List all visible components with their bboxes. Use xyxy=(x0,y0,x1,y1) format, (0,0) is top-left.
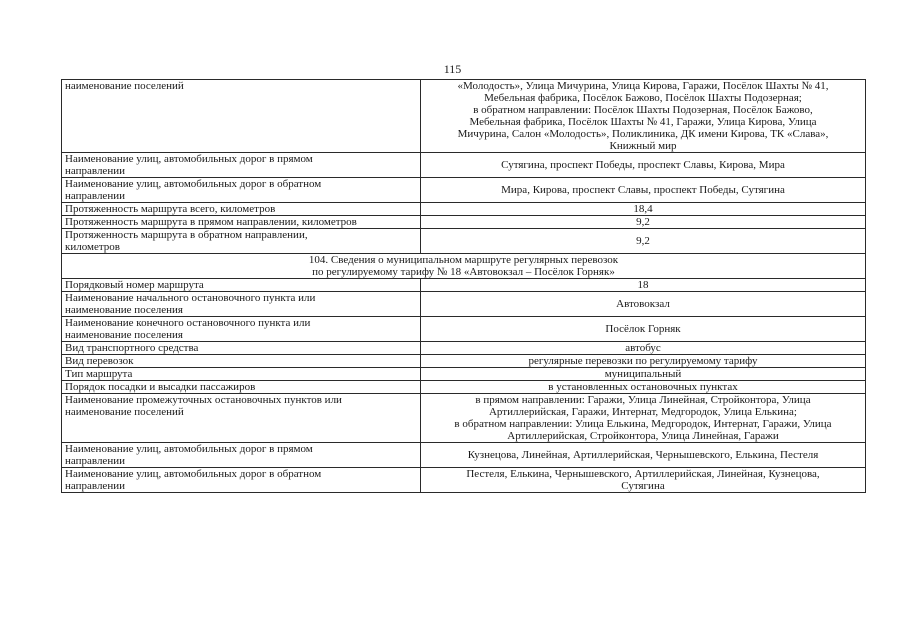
row-label-cell xyxy=(62,394,421,443)
row-label-cell xyxy=(62,292,421,317)
page-number: 115 xyxy=(443,62,462,76)
row-value-cell xyxy=(421,279,866,292)
cell-text-line: Мира, Кирова, проспект Славы, проспект Победы, Сутягина xyxy=(501,184,785,196)
row-label-cell xyxy=(62,468,421,493)
row-label-cell xyxy=(62,279,421,292)
row-value-cell xyxy=(421,443,866,468)
row-value-cell xyxy=(421,203,866,216)
cell-text-line: Вид транспортного средства xyxy=(65,342,199,354)
row-value-cell xyxy=(421,292,866,317)
cell-text-line: в прямом направлении: Гаражи, Улица Линейная, Стройконтора, Улица xyxy=(475,394,811,406)
row-value-cell xyxy=(421,229,866,254)
cell-text-line: Наименование улиц, автомобильных дорог в обратном xyxy=(65,468,322,480)
row-label-cell xyxy=(62,317,421,342)
cell-text-line: направлении xyxy=(65,455,125,467)
cell-text-line: Сутягина xyxy=(621,480,665,492)
cell-text-line: Посёлок Горняк xyxy=(605,323,681,335)
cell-text-line: Пестеля, Елькина, Чернышевского, Артиллерийская, Линейная, Кузнецова, xyxy=(466,468,820,480)
cell-text-line: Автовокзал xyxy=(616,298,670,310)
cell-text-line: в установленных остановочных пунктах xyxy=(548,381,738,393)
cell-text-line: регулярные перевозки по регулируемому тарифу xyxy=(528,355,758,367)
row-value-cell xyxy=(421,317,866,342)
cell-text-line: 9,2 xyxy=(636,216,650,228)
cell-text-line: наименование поселений xyxy=(65,80,184,92)
cell-text-line: направлении xyxy=(65,480,125,492)
row-label-cell xyxy=(62,443,421,468)
table-row xyxy=(62,381,866,394)
table-row xyxy=(62,80,866,153)
row-value-cell xyxy=(421,80,866,153)
cell-text-line: Кузнецова, Линейная, Артиллерийская, Чернышевского, Елькина, Пестеля xyxy=(467,449,819,461)
cell-text-line: 104. Сведения о муниципальном маршруте регулярных перевозок xyxy=(308,254,619,266)
cell-text-line: Наименование улиц, автомобильных дорог в обратном xyxy=(65,178,322,190)
table-row xyxy=(62,443,866,468)
row-label-cell xyxy=(62,355,421,368)
cell-text-line: наименование поселений xyxy=(65,406,184,418)
cell-text-line: Наименование начального остановочного пункта или xyxy=(65,292,316,304)
cell-text-line: Сутягина, проспект Победы, проспект Славы, Кирова, Мира xyxy=(501,159,785,171)
cell-text-line: направлении xyxy=(65,190,125,202)
cell-text-line: наименование поселения xyxy=(65,304,183,316)
row-label-cell xyxy=(62,381,421,394)
cell-text-line: Наименование улиц, автомобильных дорог в прямом xyxy=(65,153,313,165)
cell-text-line: 18,4 xyxy=(633,203,653,215)
row-label-cell xyxy=(62,153,421,178)
cell-text-line: по регулируемому тарифу № 18 «Автовокзал – Посёлок Горняк» xyxy=(312,266,615,278)
row-label-cell xyxy=(62,203,421,216)
row-label-cell xyxy=(62,80,421,153)
row-value-cell xyxy=(421,342,866,355)
cell-text-line: Протяженность маршрута в прямом направлении, километров xyxy=(65,216,357,228)
table-row xyxy=(62,368,866,381)
cell-text-line: километров xyxy=(65,241,120,253)
section-header-row xyxy=(62,254,866,279)
table-row xyxy=(62,216,866,229)
row-value-cell xyxy=(421,394,866,443)
row-value-cell xyxy=(421,468,866,493)
cell-text-line: Артиллерийская, Гаражи, Интернат, Медгородок, Улица Елькина; xyxy=(488,406,797,418)
table-row xyxy=(62,317,866,342)
row-value-cell xyxy=(421,216,866,229)
section-title xyxy=(62,254,866,279)
row-label-cell xyxy=(62,229,421,254)
row-label-cell xyxy=(62,342,421,355)
row-label-cell xyxy=(62,368,421,381)
cell-text-line: Тип маршрута xyxy=(65,368,133,380)
table-row xyxy=(62,178,866,203)
cell-text-line: Наименование улиц, автомобильных дорог в прямом xyxy=(65,443,313,455)
cell-text-line: Мичурина, Салон «Молодость», Поликлиника, ДК имени Кирова, ТК «Слава», xyxy=(457,128,829,140)
table-row xyxy=(62,468,866,493)
row-label-cell xyxy=(62,178,421,203)
cell-text-line: наименование поселения xyxy=(65,329,183,341)
table-row xyxy=(62,292,866,317)
table-row xyxy=(62,394,866,443)
cell-text-line: в обратном направлении: Посёлок Шахты Подозерная, Посёлок Бажово, xyxy=(473,104,813,116)
cell-text-line: Мебельная фабрика, Посёлок Шахты № 41, Гаражи, Улица Кирова, Улица xyxy=(469,116,817,128)
cell-text-line: Книжный мир xyxy=(609,140,677,152)
cell-text-line: Мебельная фабрика, Посёлок Бажово, Посёлок Шахты Подозерная; xyxy=(484,92,802,104)
cell-text-line: в обратном направлении: Улица Елькина, Медгородок, Интернат, Гаражи, Улица xyxy=(454,418,832,430)
cell-text-line: Наименование промежуточных остановочных пунктов или xyxy=(65,394,342,406)
table-row xyxy=(62,355,866,368)
table-row xyxy=(62,342,866,355)
cell-text-line: 9,2 xyxy=(636,235,650,247)
table-row xyxy=(62,229,866,254)
cell-text-line: Вид перевозок xyxy=(65,355,134,367)
cell-text-line: муниципальный xyxy=(604,368,682,380)
row-label-cell xyxy=(62,216,421,229)
cell-text-line: Протяженность маршрута в обратном направлении, xyxy=(65,229,308,241)
cell-text-line: Порядковый номер маршрута xyxy=(65,279,204,291)
row-value-cell xyxy=(421,178,866,203)
cell-text-line: Порядок посадки и высадки пассажиров xyxy=(65,381,256,393)
cell-text-line: направлении xyxy=(65,165,125,177)
route-info-table xyxy=(61,79,866,493)
cell-text-line: Артиллерийская, Стройконтора, Улица Линейная, Гаражи xyxy=(507,430,779,442)
table-row xyxy=(62,203,866,216)
row-value-cell xyxy=(421,153,866,178)
cell-text-line: Наименование конечного остановочного пункта или xyxy=(65,317,311,329)
cell-text-line: 18 xyxy=(637,279,649,291)
table-row xyxy=(62,279,866,292)
row-value-cell xyxy=(421,368,866,381)
cell-text-line: автобус xyxy=(625,342,661,354)
cell-text-line: Протяженность маршрута всего, километров xyxy=(65,203,276,215)
table-row xyxy=(62,153,866,178)
row-value-cell xyxy=(421,355,866,368)
route-info-table-body xyxy=(62,80,866,493)
row-value-cell xyxy=(421,381,866,394)
cell-text-line: «Молодость», Улица Мичурина, Улица Кирова, Гаражи, Посёлок Шахты № 41, xyxy=(457,80,829,92)
